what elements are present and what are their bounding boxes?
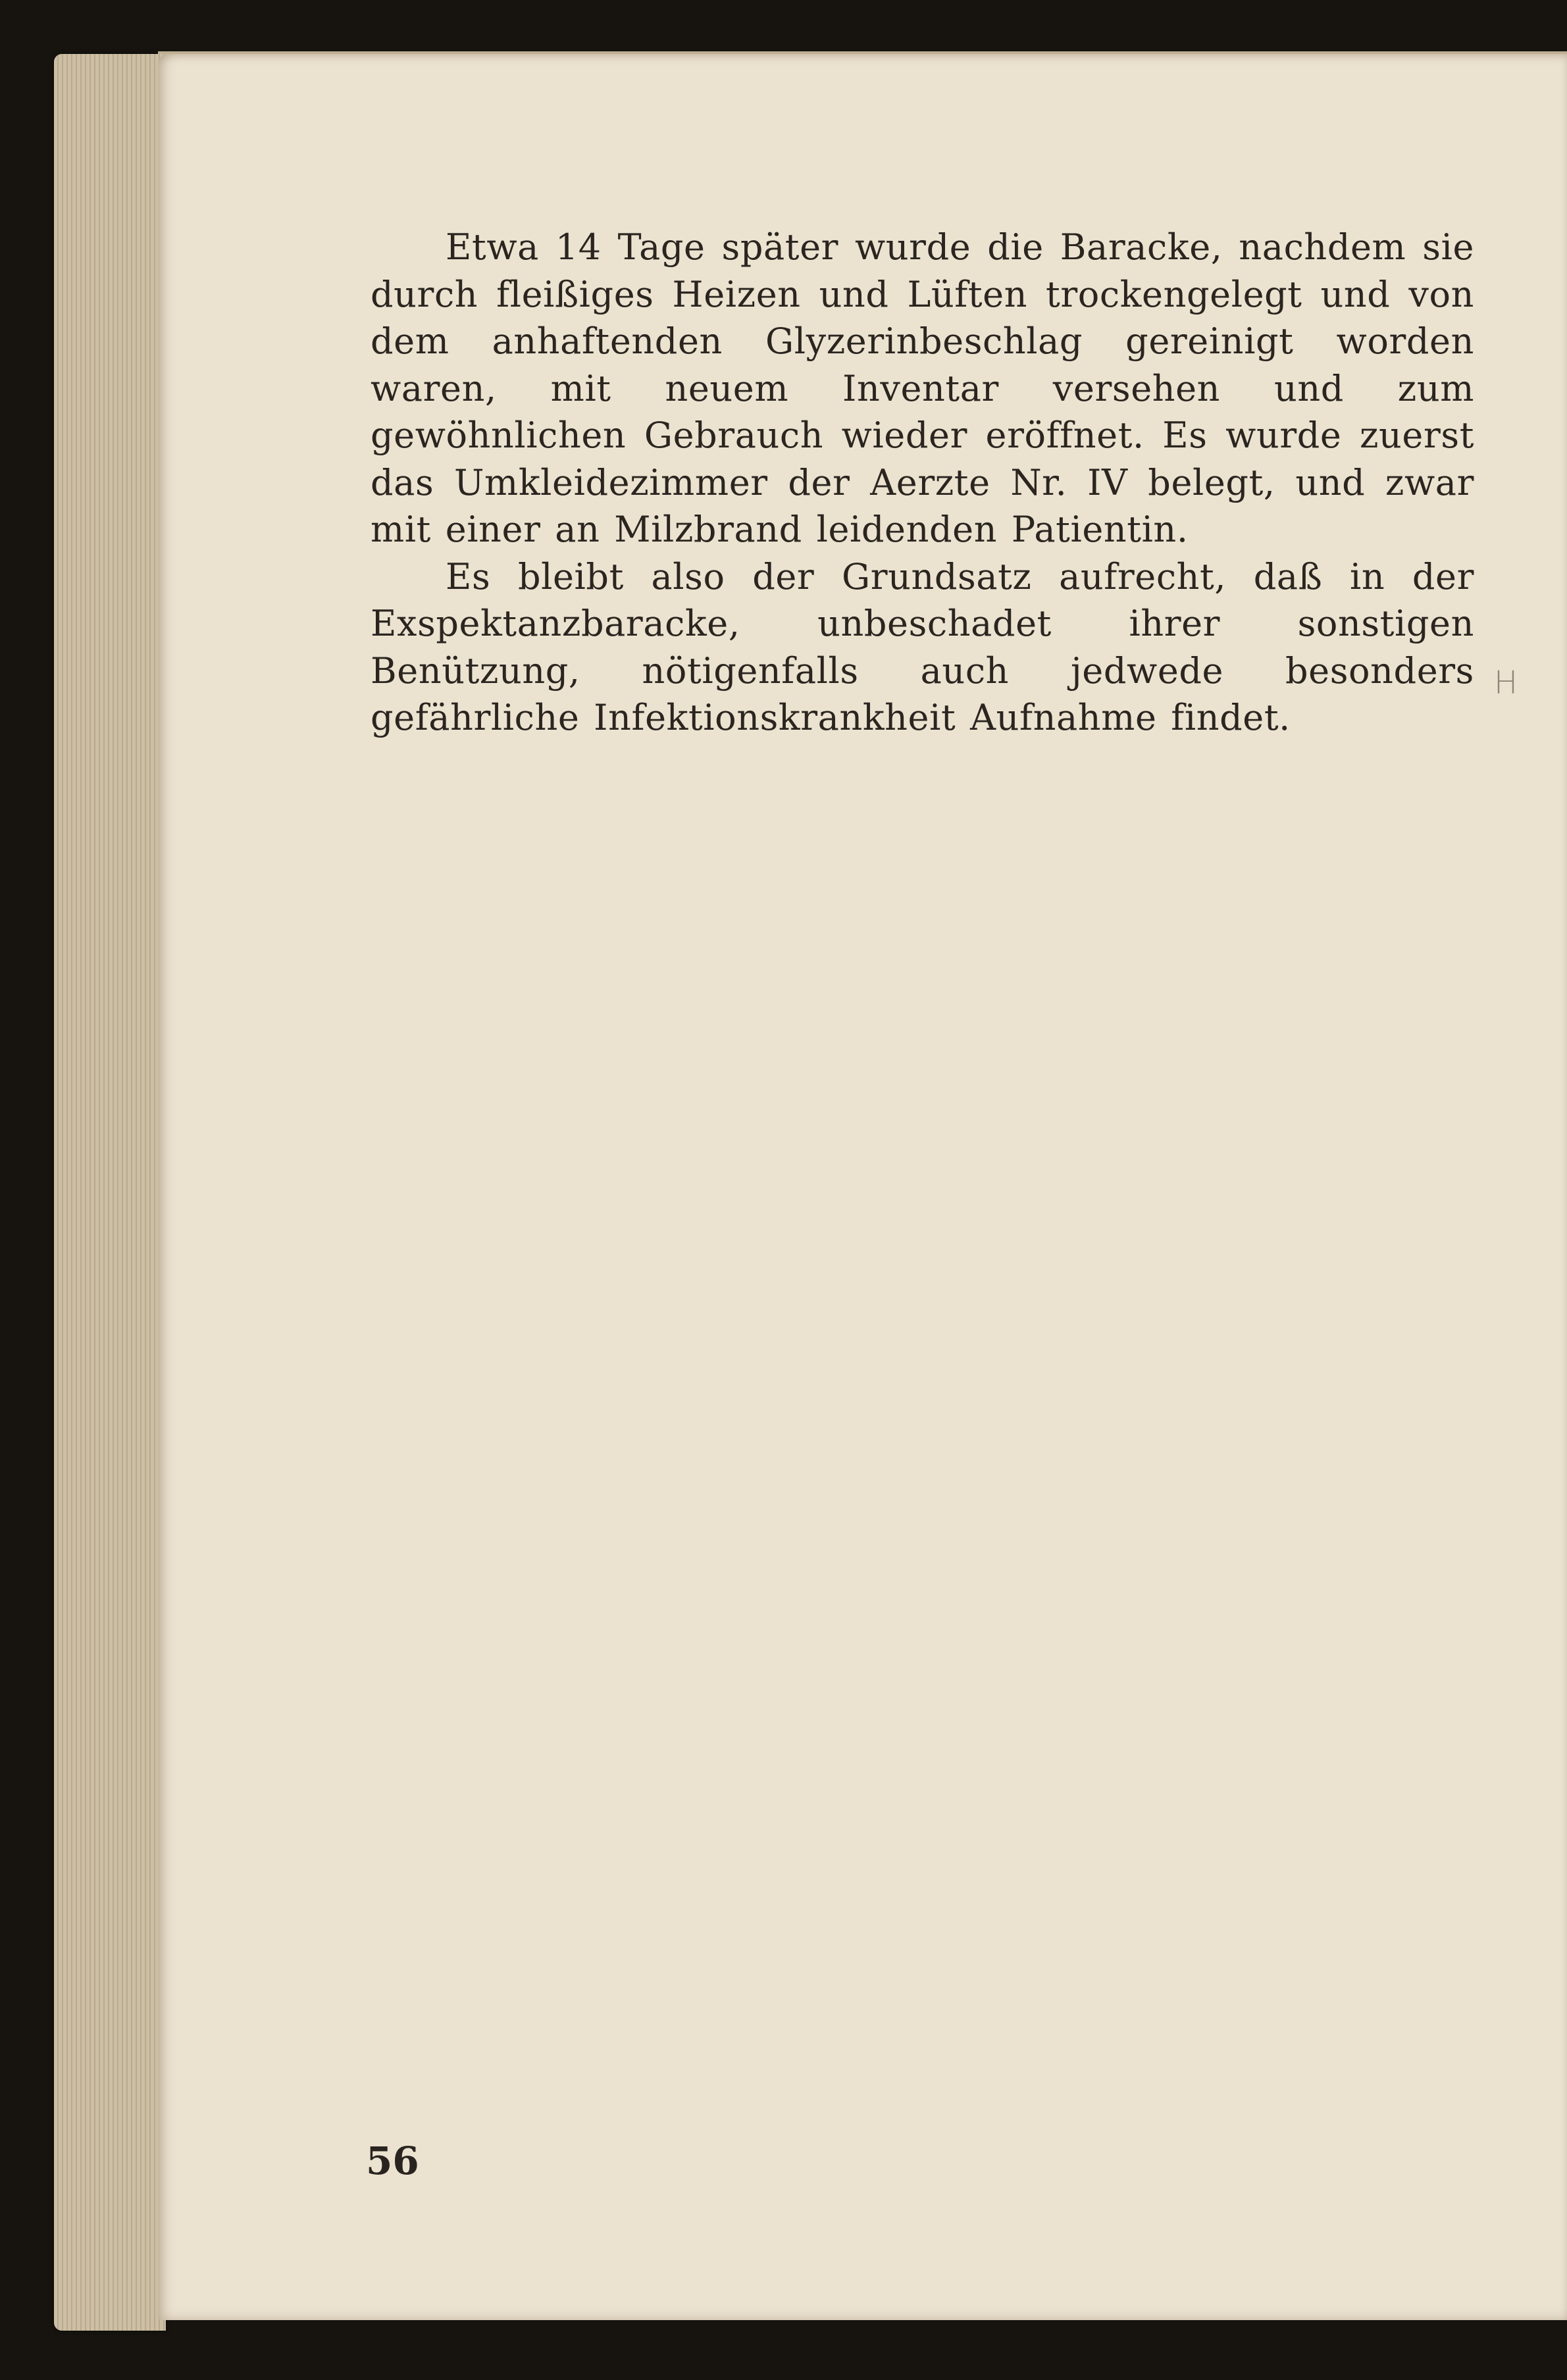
page-top-edge — [158, 51, 1567, 54]
page-number: 56 — [366, 2139, 419, 2183]
body-text — [371, 224, 1474, 742]
paragraph-2: Es bleibt also der Grundsatz aufrecht, daß in der Exspektanzbaracke, unbeschadet ihrer sonstigen Benützung, nötigenfalls auch jedwede besonders gefährliche Infektionskrankheit Aufnahme findet. — [371, 555, 1474, 738]
paragraph-1: Etwa 14 Tage später wurde die Baracke, nachdem sie durch fleißiges Heizen und Lüften trockengelegt und von dem anhaftenden Glyzerinbeschlag gereinigt worden waren, mit neuem Inventar versehen und zum gewöhnlichen Gebrauch wieder eröffnet. Es wurde zuerst das Umkleidezimmer der Aerzte Nr. IV belegt, und zwar mit einer an Milzbrand leidenden Patientin. — [371, 226, 1474, 550]
book-page-edges — [54, 54, 166, 2331]
pencil-margin-mark: H — [1494, 665, 1518, 701]
